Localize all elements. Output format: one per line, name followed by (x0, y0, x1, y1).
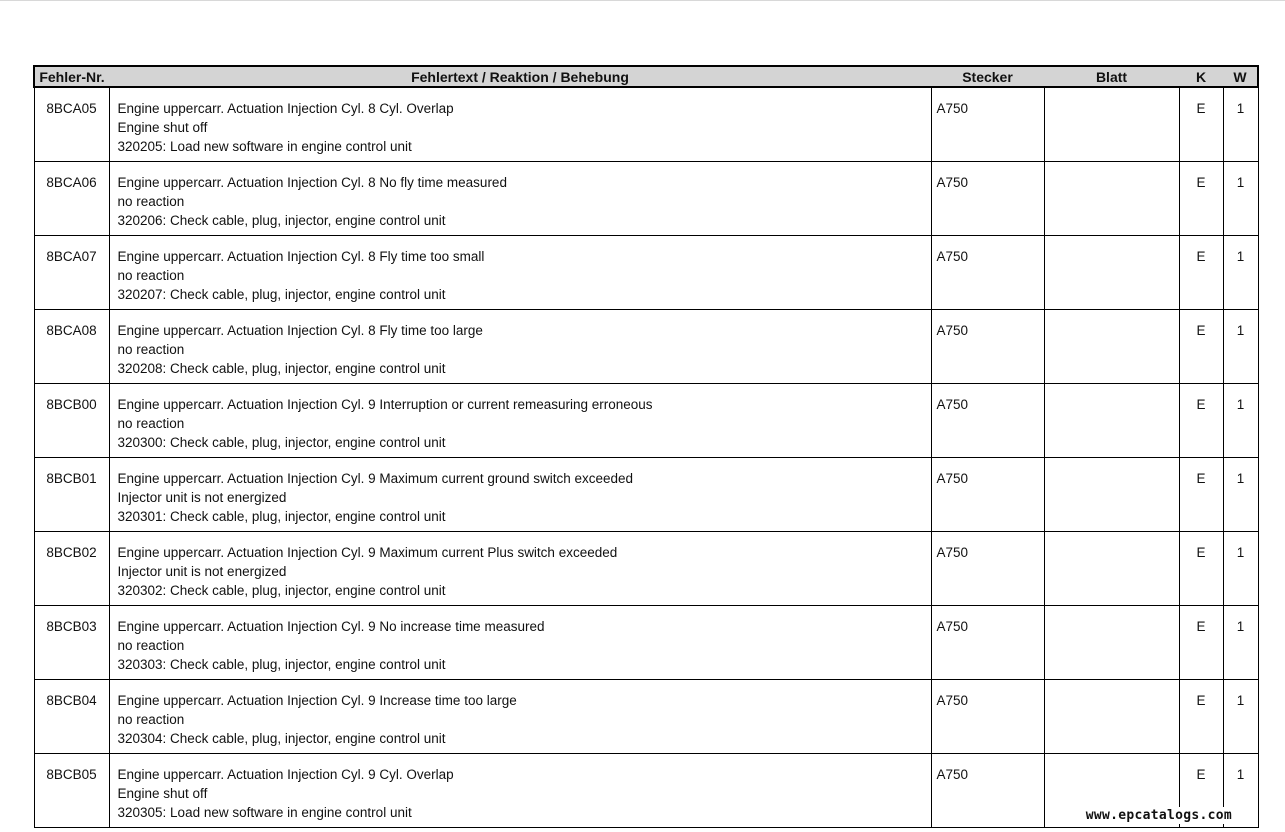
fault-code-table (33, 65, 1259, 828)
fault-code-cell (34, 680, 109, 754)
stecker-cell (931, 532, 1044, 606)
fault-description: Engine uppercarr. Actuation Injection Cyl. 9 Maximum current Plus switch exceeded (117, 545, 618, 560)
stecker-value: A750 (936, 693, 969, 708)
stecker-value: A750 (936, 767, 969, 782)
blatt-cell (1044, 87, 1179, 162)
w-cell (1223, 532, 1258, 606)
fault-description: Engine uppercarr. Actuation Injection Cyl. 9 Interruption or current remeasuring erroneous (117, 397, 653, 412)
w-value: 1 (1236, 471, 1245, 486)
stecker-value: A750 (936, 101, 969, 116)
w-value: 1 (1236, 175, 1245, 190)
fault-code-cell (34, 162, 109, 236)
table-header-row (34, 66, 1258, 87)
fault-text-cell (109, 754, 931, 828)
w-value: 1 (1236, 323, 1245, 338)
fault-remedy: 320206: Check cable, plug, injector, engine control unit (117, 213, 446, 228)
fault-text-cell (109, 532, 931, 606)
stecker-cell (931, 754, 1044, 828)
w-cell (1223, 458, 1258, 532)
header-fehler-nr: Fehler-Nr. (34, 66, 109, 87)
header-k: K (1179, 66, 1223, 87)
top-rule (0, 0, 1285, 1)
stecker-value: A750 (936, 249, 969, 264)
fault-remedy: 320207: Check cable, plug, injector, engine control unit (117, 287, 446, 302)
blatt-cell (1044, 458, 1179, 532)
fault-reaction: Injector unit is not energized (117, 564, 287, 579)
k-cell (1179, 458, 1223, 532)
fault-remedy: 320301: Check cable, plug, injector, engine control unit (117, 509, 446, 524)
table-row (34, 754, 1258, 828)
stecker-value: A750 (936, 397, 969, 412)
blatt-cell (1044, 606, 1179, 680)
table-row (34, 532, 1258, 606)
fault-description: Engine uppercarr. Actuation Injection Cyl. 8 Fly time too large (117, 323, 483, 338)
fault-description: Engine uppercarr. Actuation Injection Cyl. 9 Maximum current ground switch exceeded (117, 471, 634, 486)
k-value: E (1196, 249, 1206, 264)
stecker-cell (931, 162, 1044, 236)
k-value: E (1196, 471, 1206, 486)
fault-code: 8BCA05 (46, 101, 97, 116)
fault-reaction: no reaction (117, 268, 185, 283)
k-value: E (1196, 767, 1206, 782)
fault-remedy: 320300: Check cable, plug, injector, engine control unit (117, 435, 446, 450)
stecker-cell (931, 87, 1044, 162)
fault-code: 8BCB00 (46, 397, 97, 412)
stecker-cell (931, 458, 1044, 532)
fault-remedy: 320303: Check cable, plug, injector, engine control unit (117, 657, 446, 672)
stecker-cell (931, 606, 1044, 680)
table-row (34, 310, 1258, 384)
fault-reaction: no reaction (117, 342, 185, 357)
k-cell (1179, 532, 1223, 606)
fault-text-cell (109, 162, 931, 236)
fault-code-cell (34, 384, 109, 458)
blatt-cell (1044, 236, 1179, 310)
fault-code: 8BCB01 (46, 471, 97, 486)
k-cell (1179, 87, 1223, 162)
fault-code-cell (34, 236, 109, 310)
w-cell (1223, 606, 1258, 680)
fault-text-cell (109, 384, 931, 458)
w-cell (1223, 384, 1258, 458)
k-value: E (1196, 545, 1206, 560)
fault-reaction: no reaction (117, 416, 185, 431)
k-value: E (1196, 397, 1206, 412)
fault-code-cell (34, 754, 109, 828)
w-value: 1 (1236, 249, 1245, 264)
w-value: 1 (1236, 693, 1245, 708)
fault-text-cell (109, 606, 931, 680)
fault-description: Engine uppercarr. Actuation Injection Cyl. 8 Cyl. Overlap (117, 101, 454, 116)
blatt-cell (1044, 162, 1179, 236)
fault-code-cell (34, 532, 109, 606)
watermark: www.epcatalogs.com (1085, 808, 1232, 823)
fault-code: 8BCB03 (46, 619, 97, 634)
fault-code-cell (34, 87, 109, 162)
w-cell (1223, 310, 1258, 384)
k-value: E (1196, 693, 1206, 708)
fault-reaction: no reaction (117, 194, 185, 209)
header-blatt: Blatt (1044, 66, 1179, 87)
table-row (34, 236, 1258, 310)
fault-description: Engine uppercarr. Actuation Injection Cyl. 8 Fly time too small (117, 249, 485, 264)
table-row (34, 162, 1258, 236)
stecker-value: A750 (936, 545, 969, 560)
w-cell (1223, 236, 1258, 310)
stecker-cell (931, 384, 1044, 458)
k-cell (1179, 384, 1223, 458)
fault-remedy: 320208: Check cable, plug, injector, engine control unit (117, 361, 446, 376)
blatt-cell (1044, 680, 1179, 754)
blatt-cell (1044, 310, 1179, 384)
table-row (34, 680, 1258, 754)
k-cell (1179, 236, 1223, 310)
fault-code: 8BCA07 (46, 249, 97, 264)
fault-description: Engine uppercarr. Actuation Injection Cyl. 8 No fly time measured (117, 175, 507, 190)
header-w: W (1223, 66, 1258, 87)
fault-remedy: 320304: Check cable, plug, injector, engine control unit (117, 731, 446, 746)
fault-code: 8BCA06 (46, 175, 97, 190)
k-value: E (1196, 619, 1206, 634)
k-value: E (1196, 175, 1206, 190)
stecker-value: A750 (936, 323, 969, 338)
fault-description: Engine uppercarr. Actuation Injection Cyl. 9 Increase time too large (117, 693, 517, 708)
stecker-value: A750 (936, 175, 969, 190)
fault-text-cell (109, 458, 931, 532)
fault-text-cell (109, 310, 931, 384)
stecker-cell (931, 680, 1044, 754)
w-value: 1 (1236, 101, 1245, 116)
w-value: 1 (1236, 767, 1245, 782)
fault-remedy: 320302: Check cable, plug, injector, engine control unit (117, 583, 446, 598)
w-cell (1223, 162, 1258, 236)
fault-reaction: no reaction (117, 638, 185, 653)
fault-reaction: Engine shut off (117, 786, 208, 801)
fault-code-cell (34, 606, 109, 680)
table-row (34, 606, 1258, 680)
stecker-cell (931, 236, 1044, 310)
w-cell (1223, 680, 1258, 754)
fault-code: 8BCA08 (46, 323, 97, 338)
fault-code: 8BCB04 (46, 693, 97, 708)
stecker-cell (931, 310, 1044, 384)
fault-text-cell (109, 680, 931, 754)
fault-reaction: Engine shut off (117, 120, 208, 135)
w-value: 1 (1236, 397, 1245, 412)
header-stecker: Stecker (931, 66, 1044, 87)
k-cell (1179, 680, 1223, 754)
fault-reaction: no reaction (117, 712, 185, 727)
fault-remedy: 320205: Load new software in engine control unit (117, 139, 412, 154)
fault-reaction: Injector unit is not energized (117, 490, 287, 505)
k-cell (1179, 162, 1223, 236)
fault-code-cell (34, 310, 109, 384)
fault-description: Engine uppercarr. Actuation Injection Cyl. 9 Cyl. Overlap (117, 767, 454, 782)
w-cell (1223, 87, 1258, 162)
k-cell (1179, 310, 1223, 384)
w-value: 1 (1236, 545, 1245, 560)
header-fehlertext: Fehlertext / Reaktion / Behebung (109, 66, 931, 87)
fault-text-cell (109, 87, 931, 162)
w-value: 1 (1236, 619, 1245, 634)
table-row (34, 87, 1258, 162)
blatt-cell (1044, 384, 1179, 458)
k-cell (1179, 606, 1223, 680)
fault-text-cell (109, 236, 931, 310)
k-value: E (1196, 323, 1206, 338)
fault-remedy: 320305: Load new software in engine control unit (117, 805, 412, 820)
stecker-value: A750 (936, 619, 969, 634)
table-row (34, 458, 1258, 532)
fault-code: 8BCB02 (46, 545, 97, 560)
table-body (34, 87, 1258, 828)
fault-description: Engine uppercarr. Actuation Injection Cyl. 9 No increase time measured (117, 619, 545, 634)
blatt-cell (1044, 532, 1179, 606)
k-value: E (1196, 101, 1206, 116)
fault-code: 8BCB05 (46, 767, 97, 782)
stecker-value: A750 (936, 471, 969, 486)
fault-code-cell (34, 458, 109, 532)
table-row (34, 384, 1258, 458)
